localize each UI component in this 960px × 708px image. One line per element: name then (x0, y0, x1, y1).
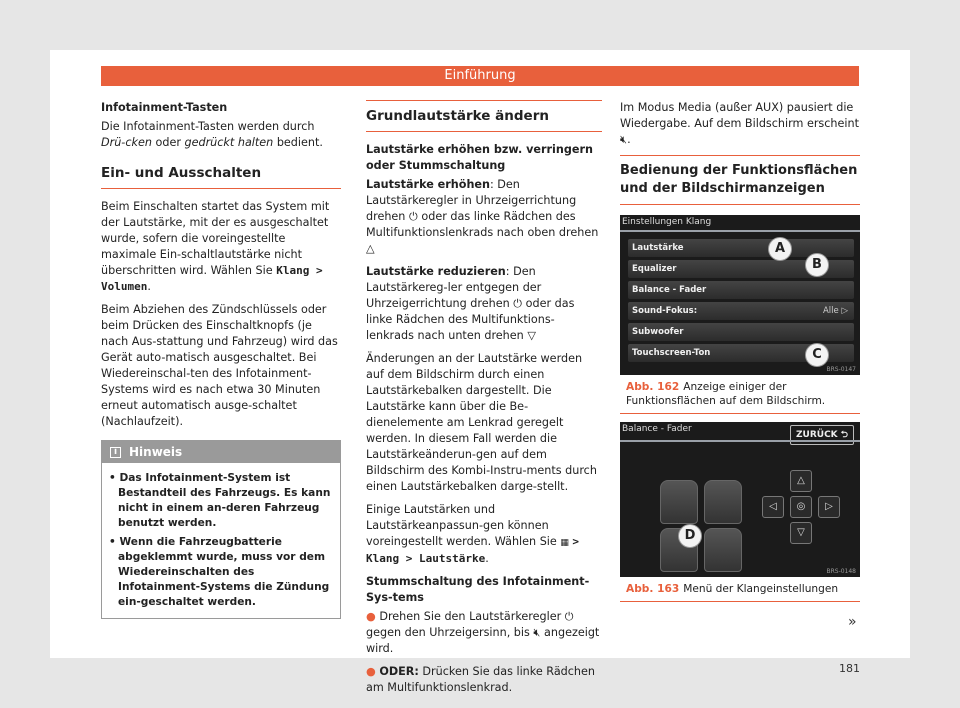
menu-row[interactable] (628, 281, 854, 299)
text: . (485, 552, 489, 565)
hint-item: • Das Infotainment-System ist Bestandteil des Fahrzeugs. Es kann nicht in einem an-deren Fahrzeug benutzt werden. (109, 472, 331, 529)
menu-row[interactable] (628, 302, 854, 320)
heading-erhoehen-verringern: Lautstärke erhöhen bzw. verringern oder Stummschaltung (366, 143, 593, 172)
menu-path: Klang > Volumen (101, 264, 323, 293)
paragraph-aenderungen: Änderungen an der Lautstärke werden auf dem Bildschirm durch einen Lautstärkebalken dargestellt. Die Lautstärke kann über die Be-dienelemente am Lenkrad geregelt werden. In diesem Fall werden die Lautstärkeänderun-gen auf dem Bildschirm des Kombi-Instru-ments durch einen Lautstärkebalken darge-stellt. (366, 352, 597, 493)
balance-right-button[interactable]: ▷ (818, 496, 840, 518)
power-knob-icon: ⏻ (408, 210, 418, 223)
heading-grundlautstaerke: Grundlautstärke ändern (366, 100, 602, 132)
paragraph-einige (366, 502, 602, 567)
paragraph-einschalten (101, 199, 341, 295)
text: Die Infotainment-Tasten werden durch (101, 120, 315, 133)
paragraph-erhoehen (366, 177, 602, 257)
paragraph-abziehen: Beim Abziehen des Zündschlüssels oder beim Drücken des Einschaltknopfs (je nach Aus-stattung und Fahrzeug) wird das Gerät auto-matisch ausgeschaltet. Bei Wiedereinschal-ten des Infotainment-Systems wird es nach etwa 30 Minuten erneut automatisch ausge-schaltet (Nachlaufzeit). (101, 303, 338, 428)
menu-title-line (620, 230, 860, 232)
text: Einige Lautstärken und Lautstärkeanpassun-gen können voreingestellt werden. Wählen Sie (366, 503, 561, 548)
speaker-mute-icon: 🔇︎ (620, 133, 628, 146)
chapter-header: Einführung (101, 66, 859, 86)
text: : Den Lautstärkeregler in Uhrzeigerrichtung drehen (366, 178, 577, 223)
callout-a: A (768, 237, 792, 261)
menu-row-label: Subwoofer (632, 327, 684, 337)
triangle-up-icon: △ (366, 242, 375, 255)
figure-klang-menu (620, 215, 860, 375)
text: Im Modus Media (außer AUX) pausiert die Wiedergabe. Auf dem Bildschirm erscheint (620, 101, 859, 130)
paragraph-media (620, 100, 860, 148)
hint-box (101, 440, 341, 619)
caption-number: Abb. 162 (626, 381, 680, 393)
menu-row[interactable] (628, 323, 854, 341)
caption-162 (620, 375, 860, 414)
callout-c: C (805, 343, 829, 367)
fader-down-button[interactable]: ▽ (790, 522, 812, 544)
menu-row-label: Lautstärke (632, 243, 684, 253)
text: : Den Lautstärkereg-ler entgegen der Uhrzeigerrichtung drehen (366, 265, 542, 310)
power-knob-icon: ⏻ (564, 610, 574, 623)
hint-item: • Wenn die Fahrzeugbatterie abgeklemmt wurde, muss vor dem Wiedereinschalten des Infotainment-Systems die Zündung ein-geschaltet werden. (109, 536, 330, 608)
page-number: 181 (839, 662, 860, 675)
seat-front-right (704, 480, 742, 524)
heading-infotainment-tasten: Infotainment-Tasten (101, 101, 228, 114)
text: angezeigt wird. (366, 626, 600, 655)
text: bedient. (273, 136, 323, 149)
text: Drehen Sie den Lautstärkeregler (379, 610, 565, 623)
callout-b: B (805, 253, 829, 277)
continue-marker: » (848, 614, 857, 630)
emphasis: gedrückt halten (184, 136, 274, 149)
figure-balance-fader (620, 422, 860, 577)
heading-bedienung: Bedienung der Funktionsflächen und der Bildschirmanzeigen (620, 155, 860, 205)
caption-text: Menü der Klangeinstellungen (683, 583, 839, 595)
heading-ein-ausschalten: Ein- und Ausschalten (101, 158, 341, 189)
text: Drücken Sie das linke Rädchen am Multifunktionslenkrad. (366, 665, 595, 694)
text: . (147, 280, 151, 293)
hint-body (102, 463, 340, 618)
text: oder das linke Rädchen des Multifunktionslenkrads nach oben drehen (366, 210, 599, 239)
caption-number: Abb. 163 (626, 583, 680, 595)
column-1 (101, 100, 341, 619)
hint-text: Wenn die Fahrzeugbatterie abgeklemmt wurde, muss vor dem Wiedereinschalten des Infotainment-Systems die Zündung ein-geschaltet werden. (118, 536, 330, 608)
hint-title: Hinweis (129, 445, 183, 459)
seat-front-left (660, 480, 698, 524)
center-button[interactable]: ◎ (790, 496, 812, 518)
emphasis: Drü-cken (101, 136, 152, 149)
menu-row-value: Alle ▷ (822, 306, 848, 316)
paragraph-tasten (101, 119, 341, 151)
hint-header (102, 441, 340, 463)
menu-row-label: Equalizer (632, 264, 677, 274)
step-1 (366, 609, 602, 657)
menu-title: Einstellungen Klang (622, 217, 712, 227)
menu-row-label: Touchscreen-Ton (632, 348, 711, 358)
caption-text: Anzeige einiger der Funktionsflächen auf dem Bildschirm. (626, 381, 826, 407)
label: Lautstärke reduzieren (366, 265, 506, 278)
bullet-icon: ● (366, 665, 380, 678)
column-2 (366, 100, 602, 703)
hint-text: Das Infotainment-System ist Bestandteil des Fahrzeugs. Es kann nicht in einem an-deren Fahrzeug benutzt werden. (118, 472, 331, 529)
caption-163 (620, 577, 860, 602)
fader-up-button[interactable]: △ (790, 470, 812, 492)
power-knob-icon: ⏻ (513, 297, 523, 310)
menu-path: > Klang > Lautstärke (366, 535, 580, 565)
balance-left-button[interactable]: ◁ (762, 496, 784, 518)
menu-title-line (620, 440, 860, 442)
triangle-down-icon: ▽ (527, 329, 536, 342)
info-icon: i (110, 447, 121, 458)
label: Lautstärke erhöhen (366, 178, 490, 191)
speaker-mute-icon: 🔇︎ (533, 626, 541, 639)
text: gegen den Uhrzeigersinn, bis (366, 626, 534, 639)
step-2 (366, 664, 602, 696)
text: oder das linke Rädchen des Multifunktions-lenkrads nach unten drehen (366, 297, 575, 342)
label: ODER: (379, 665, 419, 678)
seat-rear-right (704, 528, 742, 572)
menu-row-label: Balance - Fader (632, 285, 707, 295)
callout-d: D (678, 524, 702, 548)
menu-title: Balance - Fader (622, 424, 692, 434)
paragraph-reduzieren (366, 264, 602, 344)
column-3 (620, 100, 860, 602)
back-button[interactable]: ZURÜCK ⮌ (790, 425, 854, 445)
text: oder (151, 136, 185, 149)
figure-code: BRS-0147 (826, 366, 856, 373)
bullet-icon: ● (366, 610, 380, 623)
page-content (50, 50, 910, 694)
menu-grid-icon: ▦ (560, 538, 569, 548)
text: . (627, 133, 631, 146)
heading-stummschaltung: Stummschaltung des Infotainment-Sys-tems (366, 575, 590, 604)
menu-row-label: Sound-Fokus: (632, 306, 698, 316)
figure-code: BRS-0148 (826, 568, 856, 575)
text: Beim Einschalten startet das System mit der Lautstärke, mit der es ausgeschaltet wurde, sofern die voreingestellte maximale Ein-schaltlautstärke nicht überschritten wird. Wählen Sie (101, 200, 330, 277)
